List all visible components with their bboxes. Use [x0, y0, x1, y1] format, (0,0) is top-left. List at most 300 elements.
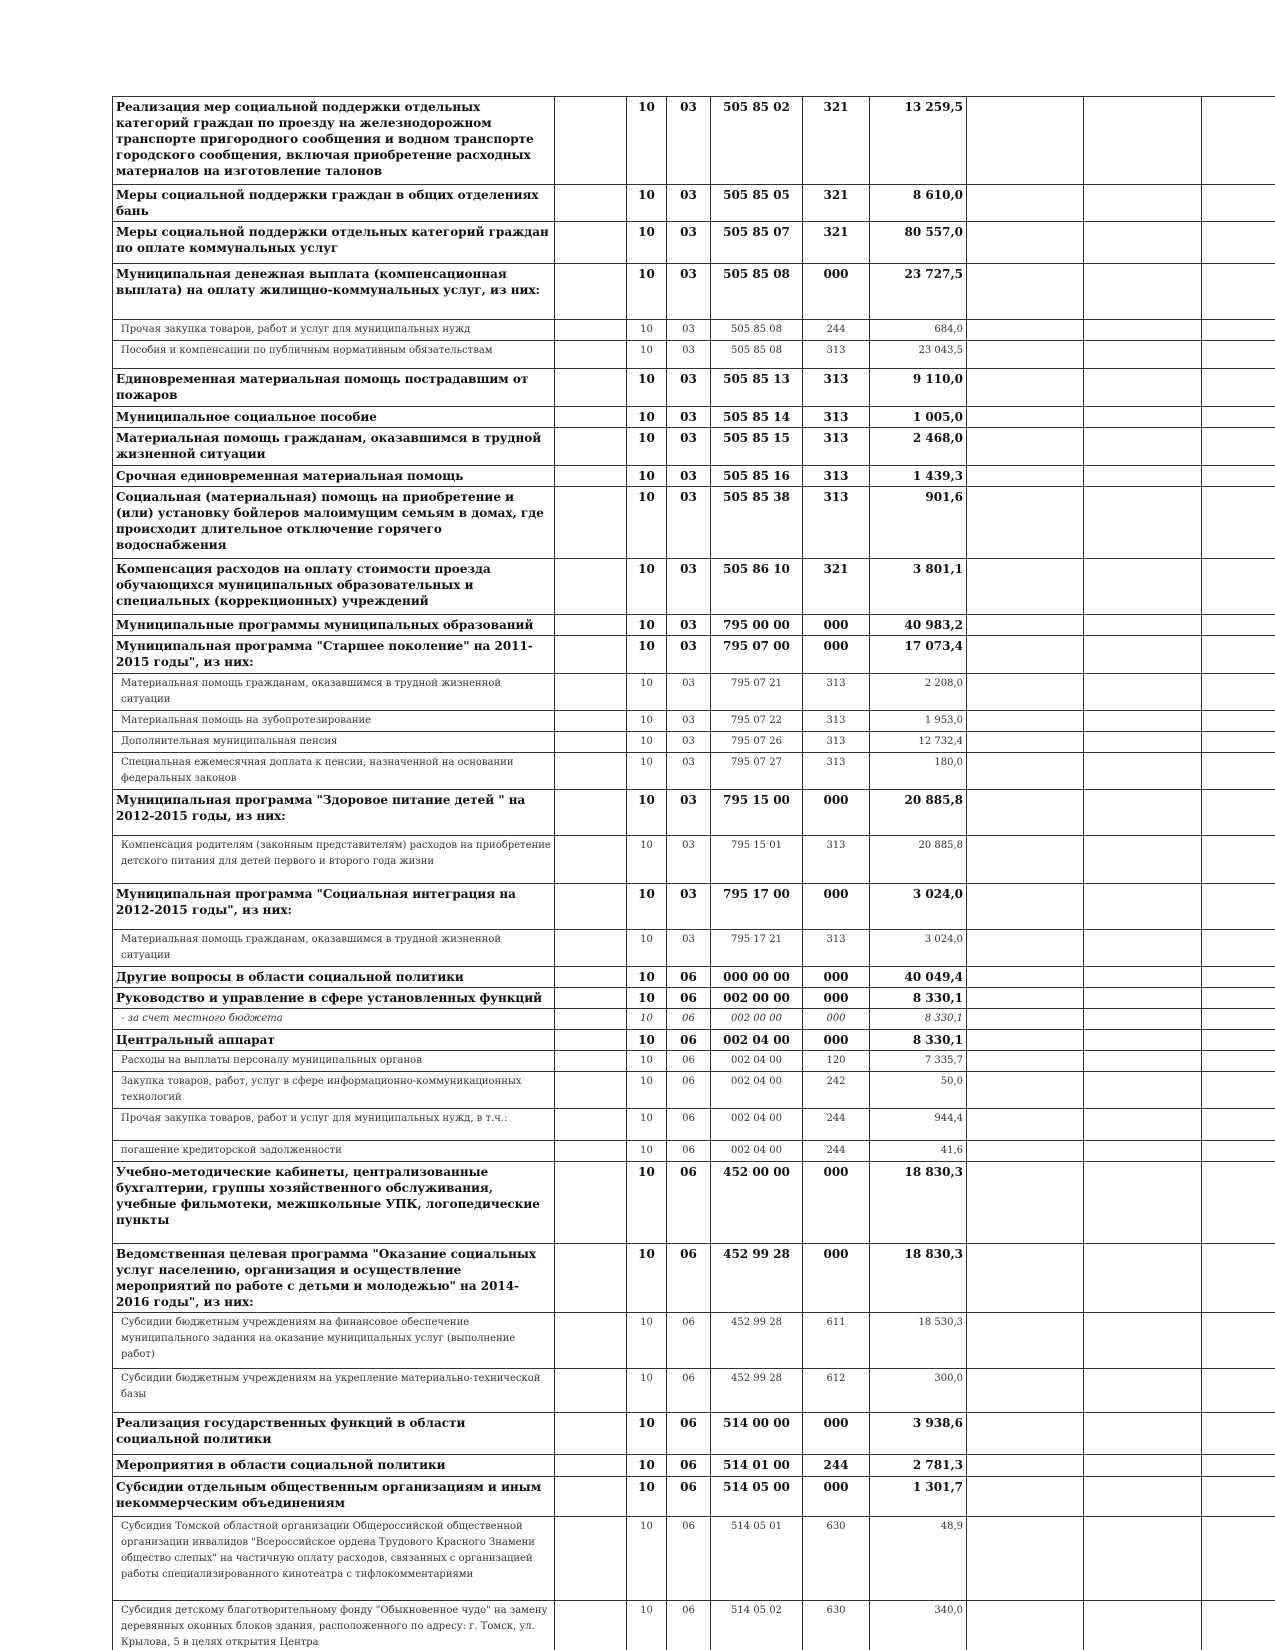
empty-cell	[967, 1455, 1084, 1477]
subsection-code-cell: 03	[667, 466, 711, 487]
amount-cell: 2 781,3	[870, 1455, 967, 1477]
amount-cell: 18 830,3	[870, 1244, 967, 1313]
section-code-cell: 10	[627, 790, 667, 836]
empty-cell	[1202, 1601, 1275, 1650]
empty-cell	[555, 341, 627, 369]
empty-cell	[967, 487, 1084, 559]
empty-cell	[555, 790, 627, 836]
expense-name-cell: Реализация государственных функций в области социальной политики	[113, 1413, 555, 1455]
target-article-cell: 002 00 00	[711, 988, 803, 1009]
amount-cell: 7 335,7	[870, 1051, 967, 1072]
empty-cell	[967, 369, 1084, 407]
section-code-cell: 10	[627, 711, 667, 732]
amount-cell: 1 005,0	[870, 407, 967, 428]
empty-cell	[1084, 1009, 1202, 1030]
expense-name-cell: Муниципальная программа "Социальная интеграция на 2012-2015 годы", из них:	[113, 884, 555, 930]
expense-name-cell: Социальная (материальная) помощь на приобретение и (или) установку бойлеров малоимущим семьям в домах, где происходит длительное отключение горячего водоснабжения	[113, 487, 555, 559]
empty-cell	[967, 836, 1084, 884]
section-code-cell: 10	[627, 185, 667, 222]
section-code-cell: 10	[627, 466, 667, 487]
section-code-cell: 10	[627, 1051, 667, 1072]
table-row	[113, 222, 1275, 264]
empty-cell	[967, 1030, 1084, 1051]
target-article-cell: 514 05 01	[711, 1517, 803, 1601]
expense-type-cell: 313	[803, 487, 870, 559]
expense-type-cell: 000	[803, 264, 870, 320]
target-article-cell: 452 00 00	[711, 1162, 803, 1244]
empty-cell	[555, 320, 627, 341]
table-row	[113, 790, 1275, 836]
amount-cell: 8 330,1	[870, 1009, 967, 1030]
table-row	[113, 1141, 1275, 1162]
table-row	[113, 487, 1275, 559]
target-article-cell: 505 85 15	[711, 428, 803, 466]
empty-cell	[1084, 732, 1202, 753]
table-row	[113, 1455, 1275, 1477]
empty-cell	[967, 1009, 1084, 1030]
empty-cell	[1084, 1455, 1202, 1477]
target-article-cell: 002 04 00	[711, 1109, 803, 1141]
expense-type-cell: 000	[803, 1009, 870, 1030]
amount-cell: 18 830,3	[870, 1162, 967, 1244]
expense-type-cell: 313	[803, 674, 870, 711]
target-article-cell: 795 00 00	[711, 615, 803, 636]
amount-cell: 80 557,0	[870, 222, 967, 264]
empty-cell	[555, 636, 627, 674]
table-row	[113, 753, 1275, 790]
section-code-cell: 10	[627, 930, 667, 967]
expense-name-cell: Учебно-методические кабинеты, централизованные бухгалтерии, группы хозяйственного обслуживания, учебные фильмотеки, межшкольные УПК, логопедические пункты	[113, 1162, 555, 1244]
target-article-cell: 795 07 00	[711, 636, 803, 674]
empty-cell	[555, 466, 627, 487]
empty-cell	[1084, 674, 1202, 711]
subsection-code-cell: 03	[667, 636, 711, 674]
empty-cell	[1084, 1517, 1202, 1601]
expense-type-cell: 321	[803, 559, 870, 615]
empty-cell	[555, 1162, 627, 1244]
amount-cell: 3 938,6	[870, 1413, 967, 1455]
expense-type-cell: 611	[803, 1313, 870, 1369]
section-code-cell: 10	[627, 884, 667, 930]
table-row	[113, 732, 1275, 753]
table-row	[113, 636, 1275, 674]
empty-cell	[967, 1141, 1084, 1162]
expense-type-cell: 000	[803, 1244, 870, 1313]
target-article-cell: 505 85 05	[711, 185, 803, 222]
table-row	[113, 711, 1275, 732]
empty-cell	[1084, 1369, 1202, 1413]
subsection-code-cell: 03	[667, 97, 711, 185]
table-row	[113, 884, 1275, 930]
target-article-cell: 505 85 08	[711, 320, 803, 341]
subsection-code-cell: 06	[667, 1477, 711, 1517]
empty-cell	[555, 1030, 627, 1051]
target-article-cell: 002 04 00	[711, 1051, 803, 1072]
table-row	[113, 988, 1275, 1009]
table-row	[113, 1009, 1275, 1030]
section-code-cell: 10	[627, 1030, 667, 1051]
empty-cell	[1202, 615, 1275, 636]
empty-cell	[1202, 1313, 1275, 1369]
expense-type-cell: 244	[803, 1455, 870, 1477]
target-article-cell: 505 85 08	[711, 264, 803, 320]
empty-cell	[555, 185, 627, 222]
amount-cell: 2 468,0	[870, 428, 967, 466]
subsection-code-cell: 03	[667, 341, 711, 369]
expense-name-cell: Меры социальной поддержки отдельных категорий граждан по оплате коммунальных услуг	[113, 222, 555, 264]
subsection-code-cell: 06	[667, 1030, 711, 1051]
budget-table-body	[113, 97, 1275, 1650]
empty-cell	[1084, 753, 1202, 790]
empty-cell	[555, 1517, 627, 1601]
amount-cell: 23 727,5	[870, 264, 967, 320]
budget-table	[112, 96, 1275, 1650]
subsection-code-cell: 06	[667, 1517, 711, 1601]
table-row	[113, 1517, 1275, 1601]
empty-cell	[1084, 185, 1202, 222]
expense-name-cell: Расходы на выплаты персоналу муниципальных органов	[113, 1051, 555, 1072]
empty-cell	[1202, 753, 1275, 790]
empty-cell	[1084, 559, 1202, 615]
target-article-cell: 452 99 28	[711, 1313, 803, 1369]
empty-cell	[555, 753, 627, 790]
table-row	[113, 97, 1275, 185]
empty-cell	[1202, 1072, 1275, 1109]
empty-cell	[1202, 1141, 1275, 1162]
empty-cell	[555, 1109, 627, 1141]
empty-cell	[1202, 884, 1275, 930]
section-code-cell: 10	[627, 1517, 667, 1601]
expense-name-cell: Компенсация родителям (законным представителям) расходов на приобретение детского питания для детей первого и второго года жизни	[113, 836, 555, 884]
empty-cell	[967, 636, 1084, 674]
table-row	[113, 341, 1275, 369]
empty-cell	[1084, 1477, 1202, 1517]
empty-cell	[967, 222, 1084, 264]
empty-cell	[555, 1369, 627, 1413]
empty-cell	[555, 615, 627, 636]
empty-cell	[1202, 428, 1275, 466]
empty-cell	[1202, 1413, 1275, 1455]
amount-cell: 8 330,1	[870, 988, 967, 1009]
empty-cell	[1202, 836, 1275, 884]
table-row	[113, 1369, 1275, 1413]
empty-cell	[1202, 1477, 1275, 1517]
empty-cell	[1084, 1601, 1202, 1650]
empty-cell	[1202, 1162, 1275, 1244]
expense-name-cell: Прочая закупка товаров, работ и услуг для муниципальных нужд, в т.ч.:	[113, 1109, 555, 1141]
section-code-cell: 10	[627, 1162, 667, 1244]
expense-name-cell: Материальная помощь гражданам, оказавшимся в трудной жизненной ситуации	[113, 428, 555, 466]
section-code-cell: 10	[627, 1009, 667, 1030]
empty-cell	[1084, 428, 1202, 466]
target-article-cell: 002 04 00	[711, 1072, 803, 1109]
subsection-code-cell: 03	[667, 320, 711, 341]
empty-cell	[1084, 466, 1202, 487]
expense-name-cell: Другие вопросы в области социальной политики	[113, 967, 555, 988]
subsection-code-cell: 03	[667, 407, 711, 428]
empty-cell	[1084, 1162, 1202, 1244]
section-code-cell: 10	[627, 487, 667, 559]
empty-cell	[1084, 222, 1202, 264]
expense-type-cell: 321	[803, 222, 870, 264]
empty-cell	[1202, 1030, 1275, 1051]
expense-type-cell: 313	[803, 407, 870, 428]
table-row	[113, 185, 1275, 222]
empty-cell	[967, 466, 1084, 487]
empty-cell	[555, 369, 627, 407]
table-row	[113, 1162, 1275, 1244]
table-row	[113, 407, 1275, 428]
expense-name-cell: Компенсация расходов на оплату стоимости проезда обучающихся муниципальных образовательных и специальных (коррекционных) учреждений	[113, 559, 555, 615]
empty-cell	[1202, 967, 1275, 988]
section-code-cell: 10	[627, 674, 667, 711]
amount-cell: 3 801,1	[870, 559, 967, 615]
empty-cell	[1202, 1109, 1275, 1141]
expense-name-cell: Муниципальное социальное пособие	[113, 407, 555, 428]
empty-cell	[967, 428, 1084, 466]
empty-cell	[1202, 636, 1275, 674]
expense-type-cell: 321	[803, 97, 870, 185]
section-code-cell: 10	[627, 615, 667, 636]
section-code-cell: 10	[627, 1313, 667, 1369]
subsection-code-cell: 03	[667, 559, 711, 615]
expense-type-cell: 244	[803, 1109, 870, 1141]
section-code-cell: 10	[627, 1477, 667, 1517]
subsection-code-cell: 06	[667, 1009, 711, 1030]
subsection-code-cell: 06	[667, 1369, 711, 1413]
subsection-code-cell: 06	[667, 1051, 711, 1072]
table-row	[113, 1601, 1275, 1650]
expense-type-cell: 120	[803, 1051, 870, 1072]
empty-cell	[555, 97, 627, 185]
subsection-code-cell: 06	[667, 1413, 711, 1455]
empty-cell	[1084, 790, 1202, 836]
amount-cell: 1 953,0	[870, 711, 967, 732]
expense-type-cell: 242	[803, 1072, 870, 1109]
empty-cell	[555, 1051, 627, 1072]
expense-name-cell: Пособия и компенсации по публичным нормативным обязательствам	[113, 341, 555, 369]
amount-cell: 340,0	[870, 1601, 967, 1650]
empty-cell	[555, 428, 627, 466]
empty-cell	[1202, 988, 1275, 1009]
expense-type-cell: 000	[803, 884, 870, 930]
expense-name-cell: Закупка товаров, работ, услуг в сфере информационно-коммуникационных технологий	[113, 1072, 555, 1109]
table-row	[113, 1244, 1275, 1313]
expense-name-cell: Ведомственная целевая программа "Оказание социальных услуг населению, организация и осуществление мероприятий по работе с детьми и молодежью" на 2014-2016 годы", из них:	[113, 1244, 555, 1313]
empty-cell	[1202, 487, 1275, 559]
section-code-cell: 10	[627, 428, 667, 466]
empty-cell	[1202, 222, 1275, 264]
subsection-code-cell: 03	[667, 264, 711, 320]
expense-type-cell: 313	[803, 341, 870, 369]
empty-cell	[967, 97, 1084, 185]
table-row	[113, 615, 1275, 636]
table-row	[113, 967, 1275, 988]
empty-cell	[555, 711, 627, 732]
subsection-code-cell: 06	[667, 1162, 711, 1244]
target-article-cell: 505 86 10	[711, 559, 803, 615]
amount-cell: 40 049,4	[870, 967, 967, 988]
expense-type-cell: 000	[803, 1162, 870, 1244]
empty-cell	[555, 222, 627, 264]
target-article-cell: 505 85 08	[711, 341, 803, 369]
expense-name-cell: Дополнительная муниципальная пенсия	[113, 732, 555, 753]
amount-cell: 1 301,7	[870, 1477, 967, 1517]
section-code-cell: 10	[627, 222, 667, 264]
expense-name-cell: Муниципальные программы муниципальных образований	[113, 615, 555, 636]
target-article-cell: 002 00 00	[711, 1009, 803, 1030]
empty-cell	[1202, 1009, 1275, 1030]
amount-cell: 17 073,4	[870, 636, 967, 674]
empty-cell	[967, 790, 1084, 836]
empty-cell	[967, 732, 1084, 753]
expense-name-cell: Мероприятия в области социальной политики	[113, 1455, 555, 1477]
empty-cell	[1202, 711, 1275, 732]
empty-cell	[1084, 988, 1202, 1009]
subsection-code-cell: 06	[667, 1601, 711, 1650]
target-article-cell: 000 00 00	[711, 967, 803, 988]
section-code-cell: 10	[627, 559, 667, 615]
expense-type-cell: 313	[803, 836, 870, 884]
empty-cell	[1202, 1244, 1275, 1313]
subsection-code-cell: 03	[667, 884, 711, 930]
expense-type-cell: 000	[803, 615, 870, 636]
empty-cell	[1202, 264, 1275, 320]
section-code-cell: 10	[627, 967, 667, 988]
subsection-code-cell: 03	[667, 369, 711, 407]
empty-cell	[967, 988, 1084, 1009]
expense-name-cell: Материальная помощь гражданам, оказавшимся в трудной жизненной ситуации	[113, 674, 555, 711]
target-article-cell: 795 17 00	[711, 884, 803, 930]
expense-type-cell: 313	[803, 930, 870, 967]
expense-name-cell: Субсидии отдельным общественным организациям и иным некоммерческим объединениям	[113, 1477, 555, 1517]
empty-cell	[1084, 1141, 1202, 1162]
expense-name-cell: Субсидии бюджетным учреждениям на укрепление материально-технической базы	[113, 1369, 555, 1413]
section-code-cell: 10	[627, 988, 667, 1009]
subsection-code-cell: 03	[667, 790, 711, 836]
empty-cell	[555, 487, 627, 559]
expense-type-cell: 313	[803, 732, 870, 753]
expense-type-cell: 630	[803, 1517, 870, 1601]
expense-name-cell: Муниципальная программа "Здоровое питание детей " на 2012-2015 годы, из них:	[113, 790, 555, 836]
empty-cell	[967, 185, 1084, 222]
empty-cell	[1202, 1369, 1275, 1413]
empty-cell	[967, 1601, 1084, 1650]
expense-type-cell: 000	[803, 636, 870, 674]
amount-cell: 41,6	[870, 1141, 967, 1162]
empty-cell	[967, 615, 1084, 636]
expense-type-cell: 321	[803, 185, 870, 222]
target-article-cell: 505 85 07	[711, 222, 803, 264]
empty-cell	[1202, 1517, 1275, 1601]
empty-cell	[555, 967, 627, 988]
expense-name-cell: Материальная помощь гражданам, оказавшимся в трудной жизненной ситуации	[113, 930, 555, 967]
expense-type-cell: 612	[803, 1369, 870, 1413]
empty-cell	[1084, 1051, 1202, 1072]
empty-cell	[1084, 1072, 1202, 1109]
target-article-cell: 002 04 00	[711, 1030, 803, 1051]
amount-cell: 40 983,2	[870, 615, 967, 636]
expense-name-cell: погашение кредиторской задолженности	[113, 1141, 555, 1162]
table-row	[113, 559, 1275, 615]
table-row	[113, 369, 1275, 407]
expense-type-cell: 313	[803, 466, 870, 487]
target-article-cell: 505 85 13	[711, 369, 803, 407]
subsection-code-cell: 06	[667, 988, 711, 1009]
expense-name-cell: Меры социальной поддержки граждан в общих отделениях бань	[113, 185, 555, 222]
empty-cell	[967, 320, 1084, 341]
empty-cell	[1202, 674, 1275, 711]
expense-type-cell: 000	[803, 1030, 870, 1051]
section-code-cell: 10	[627, 636, 667, 674]
subsection-code-cell: 03	[667, 732, 711, 753]
empty-cell	[967, 1051, 1084, 1072]
target-article-cell: 002 04 00	[711, 1141, 803, 1162]
expense-type-cell: 313	[803, 428, 870, 466]
empty-cell	[1202, 732, 1275, 753]
table-row	[113, 1072, 1275, 1109]
expense-type-cell: 000	[803, 967, 870, 988]
empty-cell	[555, 1477, 627, 1517]
empty-cell	[1084, 615, 1202, 636]
expense-name-cell: Субсидии бюджетным учреждениям на финансовое обеспечение муниципального задания на оказание муниципальных услуг (выполнение работ)	[113, 1313, 555, 1369]
empty-cell	[1084, 884, 1202, 930]
target-article-cell: 795 15 00	[711, 790, 803, 836]
subsection-code-cell: 06	[667, 1313, 711, 1369]
empty-cell	[555, 1072, 627, 1109]
empty-cell	[555, 407, 627, 428]
table-row	[113, 836, 1275, 884]
empty-cell	[555, 1601, 627, 1650]
expense-type-cell: 000	[803, 1413, 870, 1455]
expense-name-cell: Единовременная материальная помощь пострадавшим от пожаров	[113, 369, 555, 407]
empty-cell	[1084, 264, 1202, 320]
table-row	[113, 466, 1275, 487]
empty-cell	[555, 836, 627, 884]
amount-cell: 12 732,4	[870, 732, 967, 753]
subsection-code-cell: 03	[667, 428, 711, 466]
empty-cell	[1084, 1030, 1202, 1051]
amount-cell: 48,9	[870, 1517, 967, 1601]
empty-cell	[1202, 341, 1275, 369]
section-code-cell: 10	[627, 753, 667, 790]
empty-cell	[1084, 1313, 1202, 1369]
empty-cell	[1084, 341, 1202, 369]
subsection-code-cell: 06	[667, 1109, 711, 1141]
expense-name-cell: Руководство и управление в сфере установленных функций	[113, 988, 555, 1009]
subsection-code-cell: 06	[667, 1072, 711, 1109]
expense-type-cell: 630	[803, 1601, 870, 1650]
empty-cell	[1084, 1109, 1202, 1141]
table-row	[113, 1030, 1275, 1051]
empty-cell	[1084, 967, 1202, 988]
empty-cell	[967, 1413, 1084, 1455]
empty-cell	[967, 1162, 1084, 1244]
empty-cell	[1084, 836, 1202, 884]
target-article-cell: 452 99 28	[711, 1369, 803, 1413]
empty-cell	[555, 988, 627, 1009]
expense-type-cell: 000	[803, 1477, 870, 1517]
empty-cell	[555, 1244, 627, 1313]
target-article-cell: 514 01 00	[711, 1455, 803, 1477]
section-code-cell: 10	[627, 1244, 667, 1313]
section-code-cell: 10	[627, 1072, 667, 1109]
section-code-cell: 10	[627, 836, 667, 884]
target-article-cell: 505 85 38	[711, 487, 803, 559]
table-row	[113, 1109, 1275, 1141]
empty-cell	[1202, 407, 1275, 428]
empty-cell	[1202, 1455, 1275, 1477]
